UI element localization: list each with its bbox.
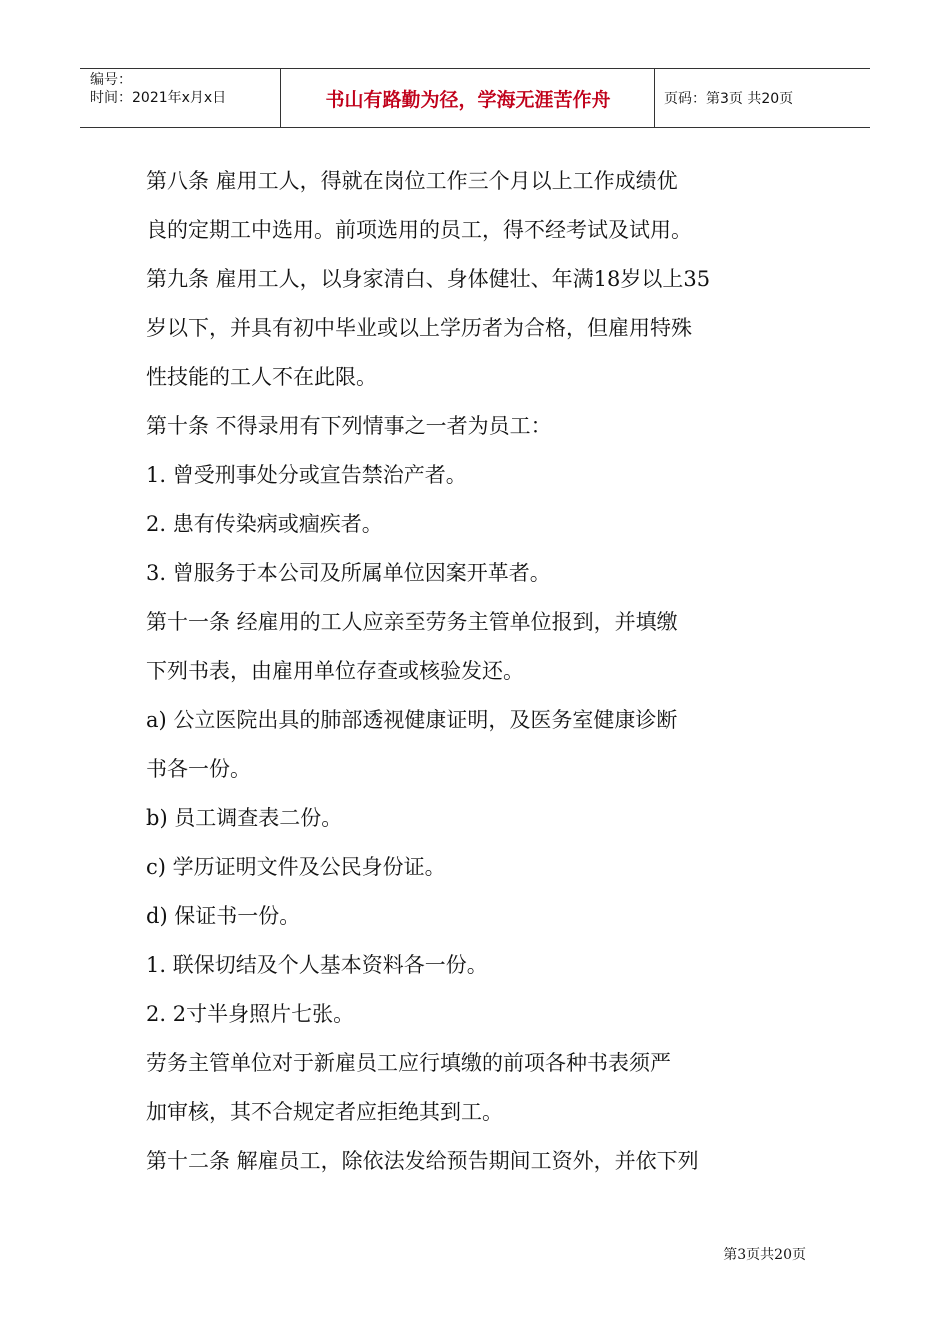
body-line: 1. 联保切结及个人基本资料各一份。 [146, 953, 488, 977]
header-meta [90, 71, 226, 107]
body-line: c) 学历证明文件及公民身份证。 [146, 855, 446, 879]
header-divider-right [654, 69, 655, 127]
page-header [80, 68, 870, 128]
body-line: 下列书表，由雇用单位存查或核验发还。 [146, 659, 524, 683]
header-page-number: 页码：第3页 共20页 [664, 91, 794, 107]
body-line: b) 员工调查表二份。 [146, 806, 343, 830]
body-line: 第十二条 解雇员工，除依法发给预告期间工资外，并依下列 [146, 1149, 699, 1173]
body-line: a) 公立医院出具的肺部透视健康证明，及医务室健康诊断 [146, 708, 678, 732]
document-body [146, 157, 826, 1186]
body-line: 第十一条 经雇用的工人应亲至劳务主管单位报到，并填缴 [146, 610, 678, 634]
body-line: 2. 2寸半身照片七张。 [146, 1002, 355, 1026]
body-line: 加审核，其不合规定者应拒绝其到工。 [146, 1100, 503, 1124]
body-line: 1. 曾受刑事处分或宣告禁治产者。 [146, 463, 467, 487]
body-line: 书各一份。 [146, 757, 251, 781]
body-line: 第九条 雇用工人，以身家清白、身体健壮、年满18岁以上35 [146, 267, 711, 291]
header-motto: 书山有路勤为径，学海无涯苦作舟 [325, 88, 611, 111]
body-line: 性技能的工人不在此限。 [146, 365, 377, 389]
header-divider-left [280, 69, 281, 127]
date-label: 时间：2021年x月x日 [90, 90, 227, 106]
body-line: 2. 患有传染病或痼疾者。 [146, 512, 383, 536]
body-line: 劳务主管单位对于新雇员工应行填缴的前项各种书表须严 [146, 1051, 671, 1075]
body-line: 良的定期工中选用。前项选用的员工，得不经考试及试用。 [146, 218, 692, 242]
number-label: 编号： [90, 72, 132, 88]
body-line: 第八条 雇用工人，得就在岗位工作三个月以上工作成绩优 [146, 169, 678, 193]
body-line: d) 保证书一份。 [146, 904, 301, 928]
body-line: 3. 曾服务于本公司及所属单位因案开革者。 [146, 561, 551, 585]
body-line: 岁以下，并具有初中毕业或以上学历者为合格，但雇用特殊 [146, 316, 692, 340]
page-footer: 第3页共20页 [723, 1247, 806, 1263]
body-line: 第十条 不得录用有下列情事之一者为员工： [146, 414, 552, 438]
